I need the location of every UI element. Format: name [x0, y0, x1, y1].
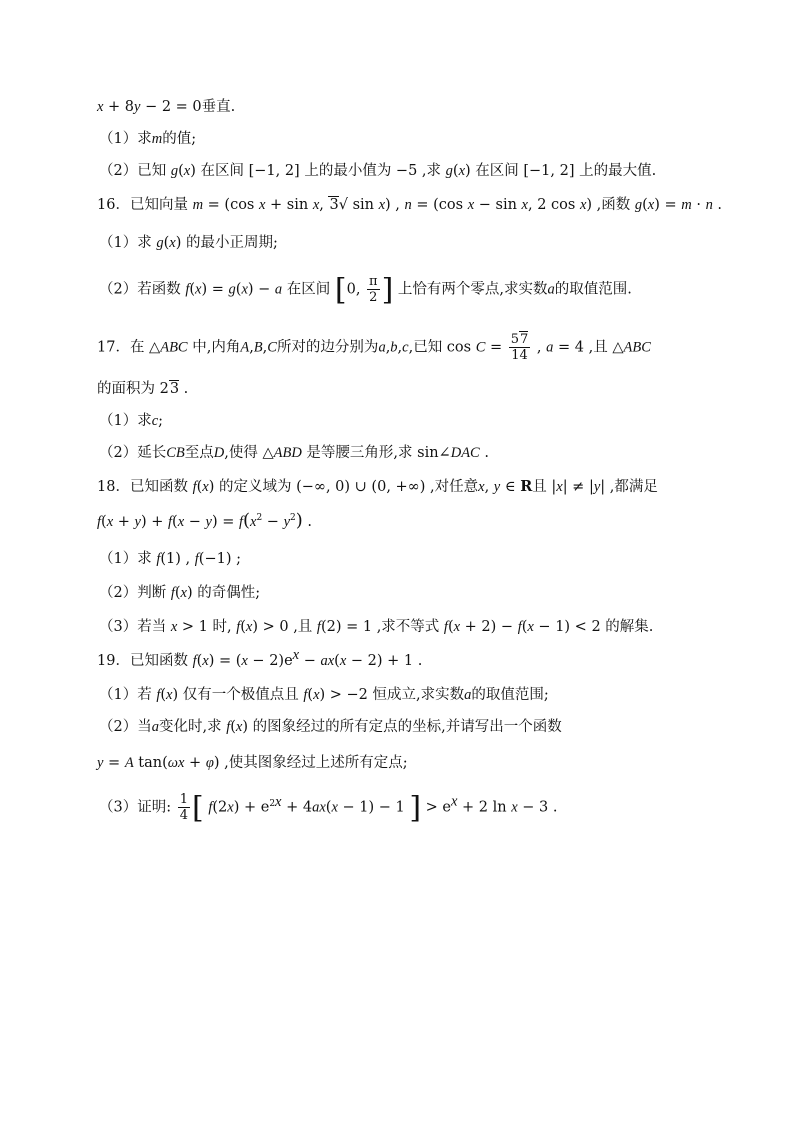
q19-part3: （3）证明: $\frac{1}{4}$ [ $f(2x) + e^{2x} + 4ax(x - 1) - 1$ ] > $e^x + 2$ ln x − 3 . — [99, 790, 558, 826]
q19-stem: 19．已知函数 $f(x) = (x - 2)e^x - ax(x - 2) + 1$ . — [97, 647, 423, 669]
q16-stem: 16．已知向量 m = (cos x + sin x, 3√ sin x) , n = (cos x − sin x, 2 cos x) ,函数 g(x) = m · n . — [97, 197, 723, 213]
q18-stem: 18．已知函数 f(x) 的定义域为 (−∞, 0) ∪ (0, +∞) ,对任意x, y ∈ R且 |x| ≠ |y| ,都满足 — [97, 478, 658, 495]
q17-part1: （1）求c; — [99, 413, 164, 429]
q18-part2: （2）判断 f(x) 的奇偶性; — [99, 585, 261, 601]
q17-stem: 17．在 △ABC 中,内角A,B,C所对的边分别为a,b,c,已知 cos C = $\frac{57}{14}$ , a = 4 ,且 △ABC — [97, 332, 651, 363]
q16-part2: （2）若函数 f(x) = g(x) − a 在区间 [0, $\frac{\pi}{2}$ ] 上恰有两个零点,求实数a的取值范围. — [99, 272, 632, 308]
q15-part1: （1）求m的值; — [99, 131, 197, 147]
q17-stem-cont: 的面积为 23 . — [97, 381, 189, 397]
q15-part2: （2）已知 g(x) 在区间 [−1, 2] 上的最小值为 −5 ,求 g(x) 在区间 [−1, 2] 上的最大值. — [99, 163, 657, 179]
line-1: x + 8y − 2 = 0垂直. — [97, 99, 236, 115]
q19-part2: （2）当a变化时,求 f(x) 的图象经过的所有定点的坐标,并请写出一个函数 — [99, 719, 562, 735]
q16-part1: （1）求 g(x) 的最小正周期; — [99, 235, 278, 251]
q18-part1: （1）求 f(1) , f(−1) ; — [99, 551, 241, 567]
q17-part2: （2）延长CB至点D,使得 △ABD 是等腰三角形,求 sin∠DAC . — [99, 445, 489, 461]
q18-part3: （3）若当 x > 1 时, f(x) > 0 ,且 f(2) = 1 ,求不等式 f(x + 2) − f(x − 1) < 2 的解集. — [99, 619, 654, 635]
q19-part1: （1）若 f(x) 仅有一个极值点且 f(x) > −2 恒成立,求实数a的取值范围; — [99, 687, 549, 703]
q19-part2-cont: y = A tan(ωx + φ) ,使其图象经过上述所有定点; — [97, 755, 408, 771]
q18-equation: $f(x + y) + f(x - y) = f(x^2 - y^2)$ . — [97, 510, 312, 531]
